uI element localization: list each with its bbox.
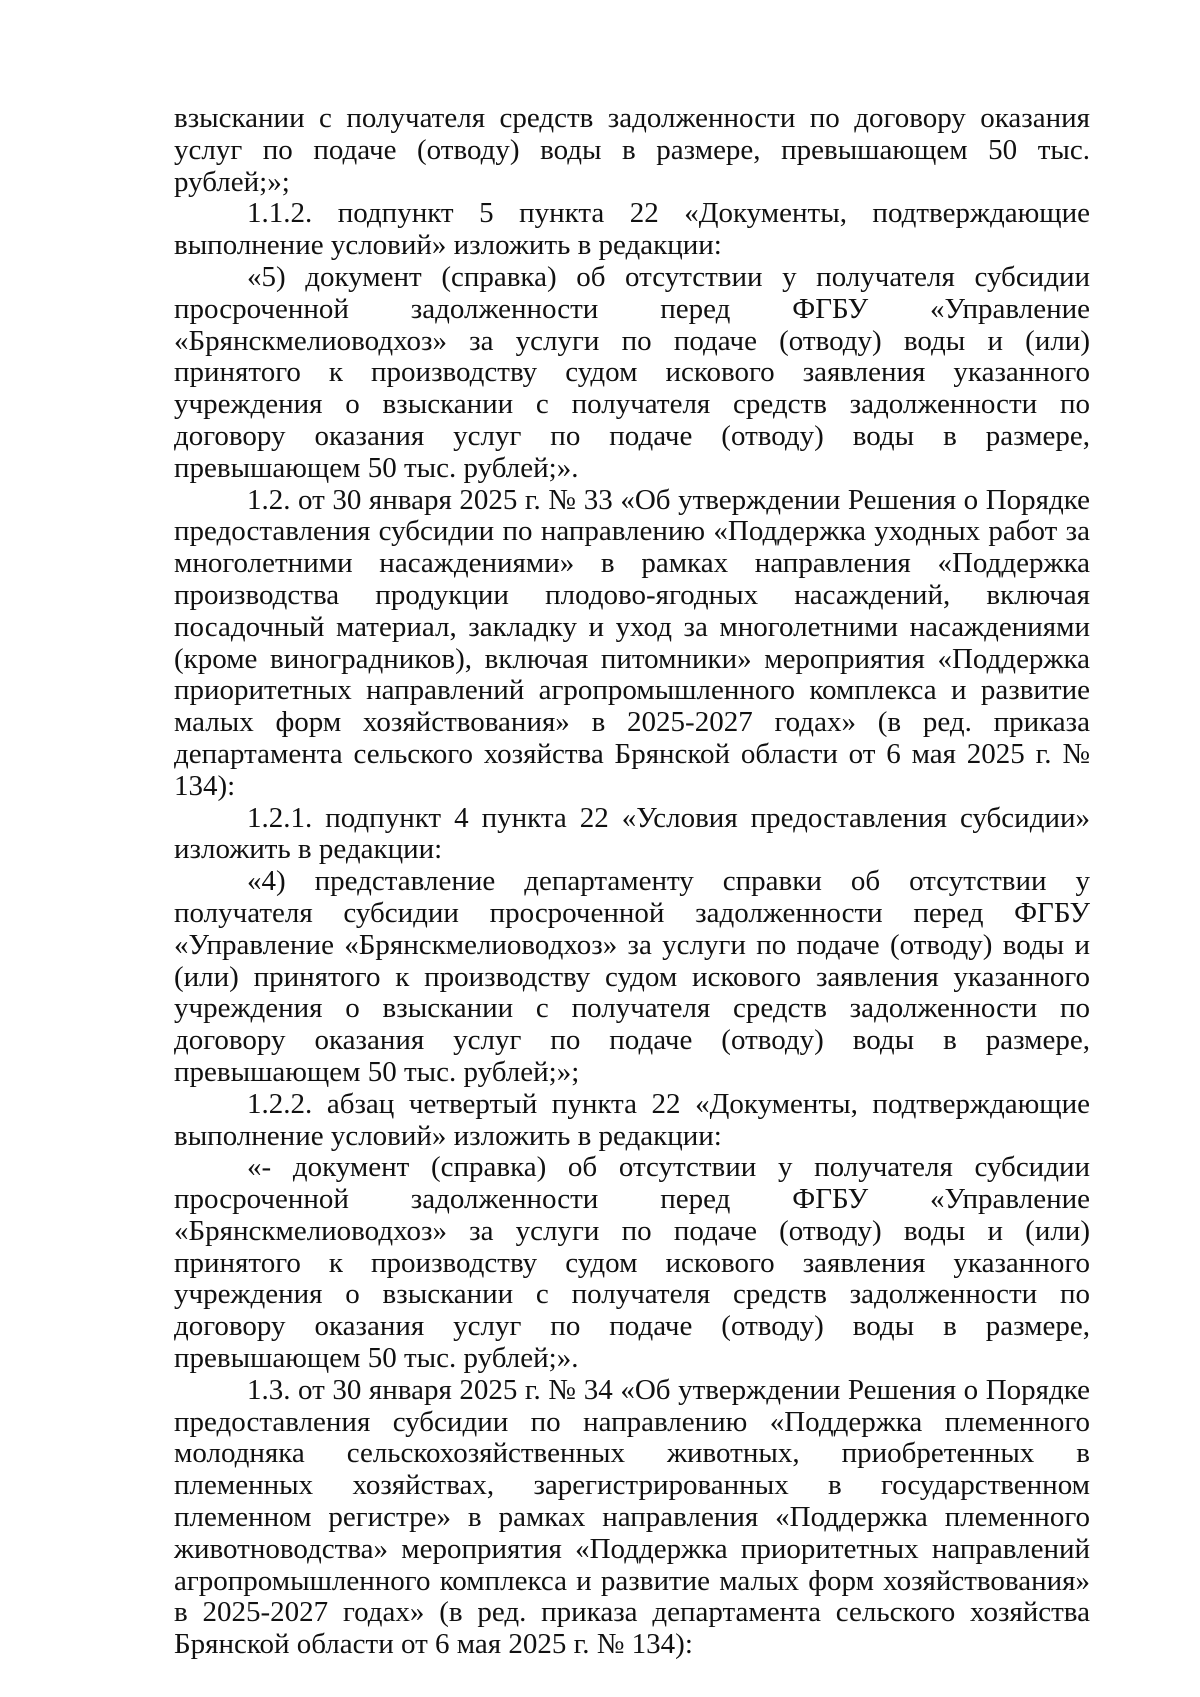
paragraph-continuation: взыскании с получателя средств задолженности по договору оказания услуг по подаче (отводу) воды в размере, превышающем 50 тыс. рублей;»; [174,102,1090,198]
paragraph-quote-dash: «- документ (справка) об отсутствии у получателя субсидии просроченной задолженности перед ФГБУ «Управление «Брянскмелиоводхоз» за услуги по подаче (отводу) воды и (или) принятого к производству судом искового заявления указанного учреждения о взыскании с получателя средств задолженности по договору оказания услуг по подаче (отводу) воды в размере, превышающем 50 тыс. рублей;». [174,1151,1090,1375]
paragraph-quote-4: «4) представление департаменту справки об отсутствии у получателя субсидии просроченной задолженности перед ФГБУ «Управление «Брянскмелиоводхоз» за услуги по подаче (отводу) воды и (или) принятого к производству судом искового заявления указанного учреждения о взыскании с получателя средств задолженности по договору оказания услуг по подаче (отводу) воды в размере, превышающем 50 тыс. рублей;»; [174,865,1090,1088]
paragraph-1-1-2: 1.1.2. подпункт 5 пункта 22 «Документы, подтверждающие выполнение условий» изложить в редакции: [174,197,1090,262]
document-body [174,103,1090,1661]
paragraph-1-2-1: 1.2.1. подпункт 4 пункта 22 «Условия предоставления субсидии» изложить в редакции: [174,801,1090,866]
paragraph-1-2: 1.2. от 30 января 2025 г. № 33 «Об утверждении Решения о Порядке предоставления субсидии по направлению «Поддержка уходных работ за многолетними насаждениями» в рамках направления «Поддержка производства продукции плодово-ягодных насаждений, включая посадочный материал, закладку и уход за многолетними насаждениями (кроме виноградников), включая питомники» мероприятия «Поддержка приоритетных направлений агропромышленного комплекса и развитие малых форм хозяйствования» в 2025-2027 годах» (в ред. приказа департамента сельского хозяйства Брянской области от 6 мая 2025 г. № 134): [174,483,1090,802]
paragraph-quote-5: «5) документ (справка) об отсутствии у получателя субсидии просроченной задолженности перед ФГБУ «Управление «Брянскмелиоводхоз» за услуги по подаче (отводу) воды и (или) принятого к производству судом искового заявления указанного учреждения о взыскании с получателя средств задолженности по договору оказания услуг по подаче (отводу) воды в размере, превышающем 50 тыс. рублей;». [174,260,1090,484]
paragraph-1-2-2: 1.2.2. абзац четвертый пункта 22 «Документы, подтверждающие выполнение условий» изложить в редакции: [174,1087,1090,1152]
paragraph-1-3: 1.3. от 30 января 2025 г. № 34 «Об утверждении Решения о Порядке предоставления субсидии по направлению «Поддержка племенного молодняка сельскохозяйственных животных, приобретенных в племенных хозяйствах, зарегистрированных в государственном племенном регистре» в рамках направления «Поддержка племенного животноводства» мероприятия «Поддержка приоритетных направлений агропромышленного комплекса и развитие малых форм хозяйствования» в 2025-2027 годах» (в ред. приказа департамента сельского хозяйства Брянской области от 6 мая 2025 г. № 134): [174,1373,1090,1661]
